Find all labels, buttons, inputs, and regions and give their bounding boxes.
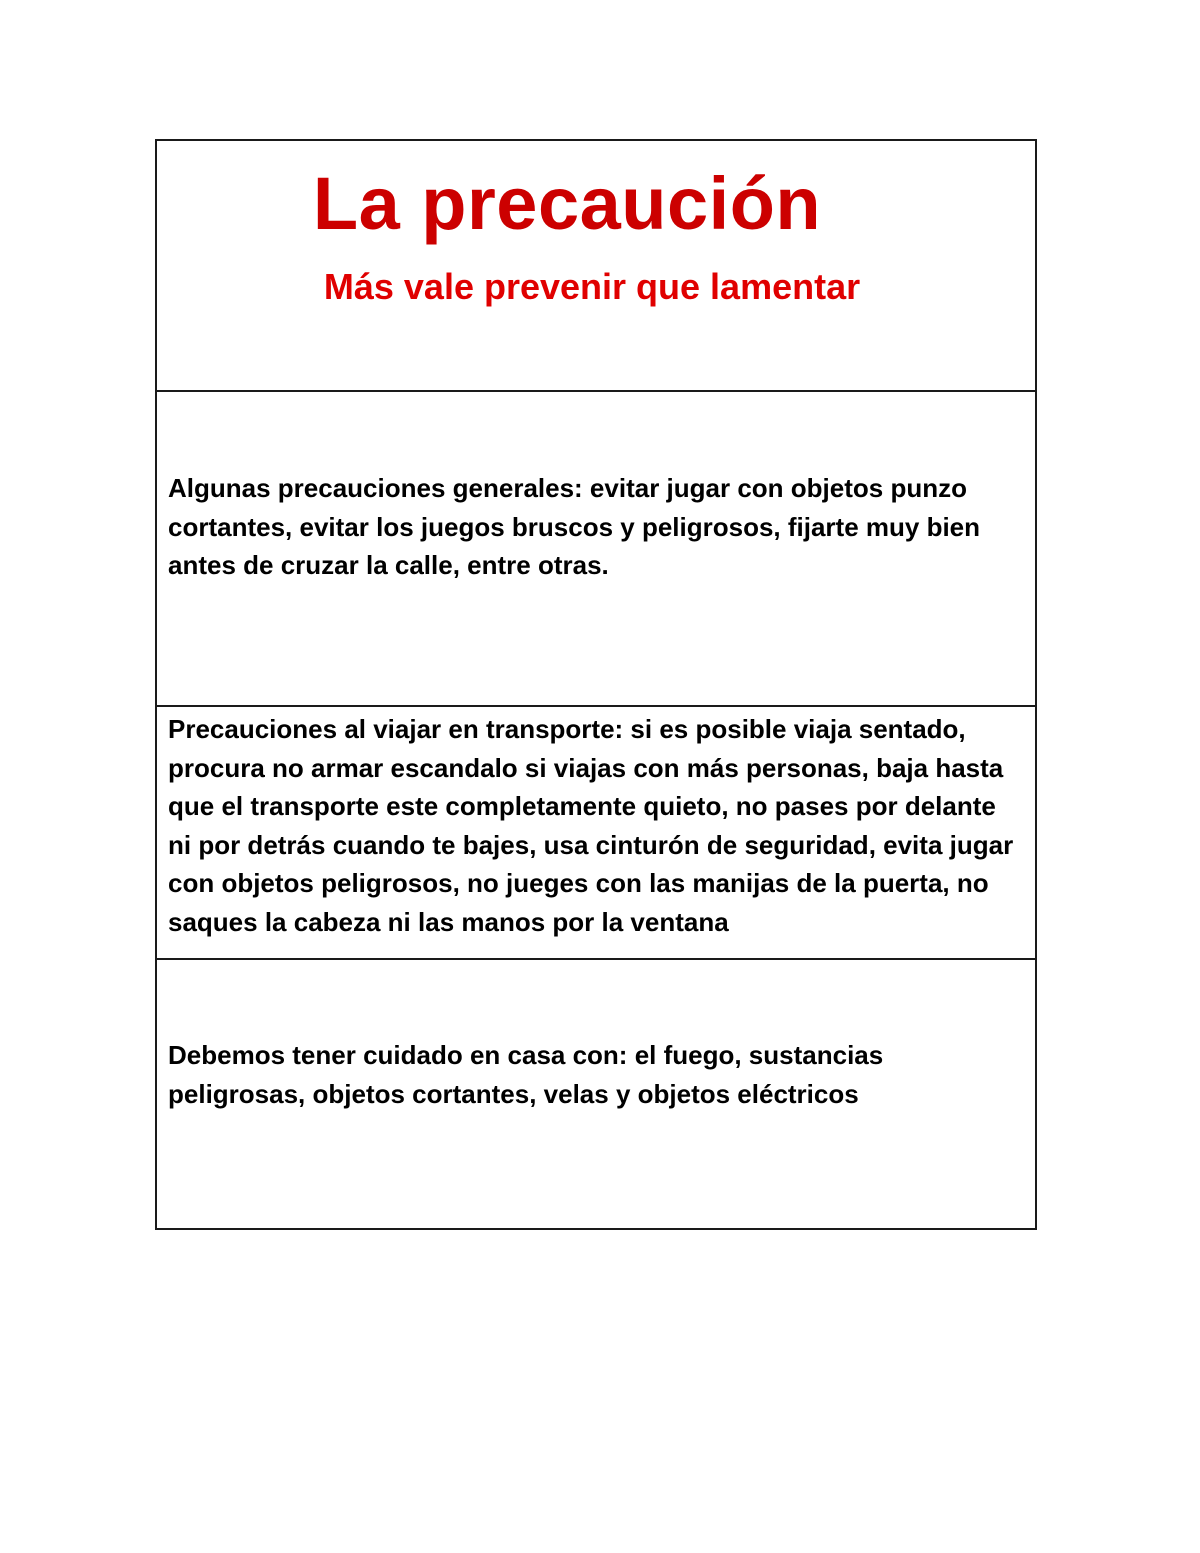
transport-precautions-cell <box>157 707 1035 960</box>
home-precautions-text: Debemos tener cuidado en casa con: el fuego, sustancias peligrosas, objetos cortantes, velas y objetos eléctricos <box>168 1040 884 1109</box>
title-cell <box>157 141 1035 392</box>
transport-precautions-text: Precauciones al viajar en transporte: si es posible viaja sentado, procura no armar escandalo si viajas con más personas, baja hasta que el transporte este completamente quieto, no pases por delante ni por detrás cuando te bajes, usa cinturón de seguridad, evita jugar con objetos peligrosos, no jueges con las manijas de la puerta, no saques la cabeza ni las manos por la ventana <box>168 714 1014 937</box>
general-precautions-text: Algunas precauciones generales: evitar jugar con objetos punzo cortantes, evitar los juegos bruscos y peligrosos, fijarte muy bien antes de cruzar la calle, entre otras. <box>168 473 981 580</box>
home-precautions-cell <box>157 960 1035 1228</box>
general-precautions-cell <box>157 392 1035 707</box>
page-title: La precaución <box>312 162 822 245</box>
precaution-table <box>155 139 1037 1230</box>
page-subtitle: Más vale prevenir que lamentar <box>323 266 861 307</box>
